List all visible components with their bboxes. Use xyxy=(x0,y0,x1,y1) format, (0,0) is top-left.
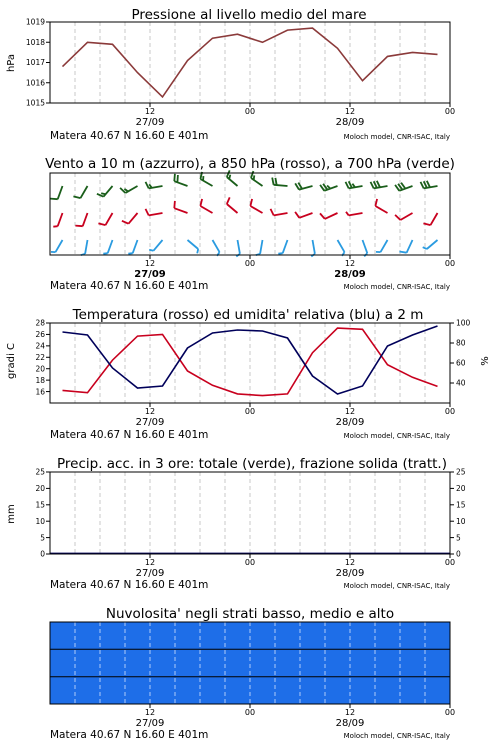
wind-barb xyxy=(320,213,338,219)
cloud-panel xyxy=(50,606,455,741)
wind-barb-staff xyxy=(56,240,63,252)
wind-barb-feather xyxy=(128,253,132,254)
y-tick-label: 25 xyxy=(456,467,466,477)
wind-barb-staff xyxy=(407,240,413,253)
cloud-x-labels xyxy=(50,704,455,741)
x-tick-label: 00 xyxy=(444,708,456,717)
y-tick-label: 10 xyxy=(456,516,466,526)
pressure-grid xyxy=(75,22,425,103)
wind-barb xyxy=(375,199,387,213)
wind-barb-feather xyxy=(272,178,273,185)
y-tick-label: 28 xyxy=(35,318,45,328)
x-tick-label: 12 xyxy=(344,259,356,268)
precipitation-panel xyxy=(6,456,466,591)
wind-barb xyxy=(213,240,220,256)
x-tick-label: 12 xyxy=(344,107,356,116)
y-tick-label: 0 xyxy=(456,549,461,559)
wind-barb-staff xyxy=(260,240,262,254)
humidity-y-ticks xyxy=(450,319,471,388)
wind-barb-staff xyxy=(108,240,113,253)
wind-barb-feather xyxy=(278,253,282,254)
wind-barb-staff xyxy=(104,186,113,197)
temperature-title: Temperatura (rosso) ed umidita' relativa (blu) a 2 m xyxy=(72,307,424,323)
wind-barb-staff xyxy=(227,204,238,213)
x-tick-label: 12 xyxy=(144,107,156,116)
pressure-panel xyxy=(6,7,455,142)
precipitation-title: Precip. acc. in 3 ore: totale (verde), frazione solida (tratt.) xyxy=(57,456,447,472)
y-tick-label: 15 xyxy=(456,500,466,510)
wind-barb xyxy=(256,240,263,255)
wind-barb xyxy=(346,212,363,216)
precipitation-frame xyxy=(50,472,450,554)
x-tick-label: 00 xyxy=(444,107,456,116)
wind-barb-staff xyxy=(400,213,412,220)
wind-barb-feather xyxy=(146,209,149,216)
wind-barb-feather xyxy=(227,197,230,204)
wind-barb xyxy=(128,240,137,254)
model-label: Moloch model, CNR-ISAC, Italy xyxy=(343,432,450,440)
wind-barb-feather xyxy=(377,181,380,188)
wind-barb xyxy=(149,240,162,251)
wind-barb-staff xyxy=(313,240,315,254)
wind-barb-feather xyxy=(98,223,105,225)
location-label: Matera 40.67 N 16.60 E 401m xyxy=(50,429,209,441)
y-tick-label: 5 xyxy=(40,533,45,543)
wind-barb-staff xyxy=(375,206,387,213)
temperature-panel xyxy=(6,307,491,441)
x-tick-label: 00 xyxy=(244,407,256,416)
wind-barb-staff xyxy=(106,213,113,225)
wind-barb-staff xyxy=(149,213,163,215)
wind-barb xyxy=(395,213,412,220)
location-label: Matera 40.67 N 16.60 E 401m xyxy=(50,130,209,142)
y-tick-label: 60 xyxy=(456,358,466,368)
wind-barb-staff xyxy=(431,213,438,225)
wind-barb-feather xyxy=(250,199,252,206)
date-label: 27/09 xyxy=(135,718,165,729)
wind-barb xyxy=(295,183,312,190)
wind-barb-staff xyxy=(251,178,263,186)
date-label: 27/09 xyxy=(135,417,165,428)
wind-title: Vento a 10 m (azzurro), a 850 hPa (rosso), a 700 hPa (verde) xyxy=(45,156,455,172)
wind-barb-feather xyxy=(295,212,299,218)
wind-barb-staff xyxy=(250,206,262,213)
wind-barb xyxy=(320,184,337,191)
cloud-title: Nuvolosita' negli strati basso, medio e alto xyxy=(105,606,395,622)
y-tick-label: 5 xyxy=(456,533,461,543)
date-label: 28/09 xyxy=(335,417,365,428)
x-tick-label: 12 xyxy=(144,708,156,717)
y-tick-label: 16 xyxy=(35,387,45,397)
wind-barb xyxy=(103,240,112,254)
wind-barb xyxy=(236,240,240,257)
date-label: 27/09 xyxy=(135,117,165,128)
location-label: Matera 40.67 N 16.60 E 401m xyxy=(50,280,209,292)
precipitation-ylabel: mm xyxy=(6,504,17,524)
x-tick-label: 12 xyxy=(144,407,156,416)
wind-barb-staff xyxy=(174,208,187,213)
wind-barb-feather xyxy=(229,175,230,179)
pressure-x-labels xyxy=(50,103,455,142)
wind-barb-feather xyxy=(73,196,80,198)
wind-barb xyxy=(338,240,345,256)
y-tick-label: 100 xyxy=(456,318,471,328)
wind-barb-feather xyxy=(177,175,178,182)
wind-barb xyxy=(97,186,113,197)
wind-barb-staff xyxy=(125,186,137,193)
wind-barb-feather xyxy=(346,182,349,189)
date-label: 28/09 xyxy=(335,117,365,128)
pressure-ylabel: hPa xyxy=(6,53,17,73)
temperature-grid xyxy=(75,323,425,403)
x-tick-label: 12 xyxy=(344,558,356,567)
y-tick-label: 26 xyxy=(35,330,45,340)
y-tick-label: 1016 xyxy=(25,78,45,88)
wind-barb xyxy=(278,240,287,254)
x-tick-label: 00 xyxy=(244,259,256,268)
wind-barb-staff xyxy=(154,240,163,251)
wind-barb-staff xyxy=(200,179,212,186)
wind-barb-feather xyxy=(200,199,202,206)
wind-barb-staff xyxy=(227,177,238,186)
wind-barb xyxy=(423,213,437,225)
location-label: Matera 40.67 N 16.60 E 401m xyxy=(50,579,209,591)
wind-barb-feather xyxy=(371,182,374,189)
wind-barb-staff xyxy=(58,213,63,226)
wind-barb-feather xyxy=(251,171,253,178)
wind-barb xyxy=(53,213,62,227)
wind-barb-staff xyxy=(83,213,88,226)
wind-barb-feather xyxy=(103,253,107,254)
y-tick-label: 25 xyxy=(35,467,45,477)
wind-barb xyxy=(421,181,438,189)
wind-barb-staff xyxy=(274,185,288,186)
wind-barb-feather xyxy=(275,178,276,185)
wind-barb-feather xyxy=(197,249,198,253)
precipitation-y-ticks xyxy=(35,468,50,559)
x-tick-label: 12 xyxy=(144,558,156,567)
wind-barb xyxy=(146,209,163,216)
wind-barb-staff xyxy=(338,240,345,252)
x-tick-label: 12 xyxy=(344,708,356,717)
y-tick-label: 1018 xyxy=(25,37,45,47)
wind-barb-staff xyxy=(325,213,338,219)
model-label: Moloch model, CNR-ISAC, Italy xyxy=(343,582,450,590)
wind-barb xyxy=(200,199,212,213)
wind-barb xyxy=(376,240,388,252)
wind-barb xyxy=(146,182,163,189)
date-label: 28/09 xyxy=(334,269,366,280)
wind-barb-staff xyxy=(299,213,312,218)
wind-barb-feather xyxy=(423,223,430,225)
wind-x-labels xyxy=(50,255,455,292)
y-tick-label: 20 xyxy=(456,484,466,494)
wind-barb-staff xyxy=(349,213,363,215)
wind-barb-feather xyxy=(101,193,105,194)
date-label: 28/09 xyxy=(335,568,365,579)
wind-barb-staff xyxy=(200,206,212,213)
date-label: 27/09 xyxy=(134,269,166,280)
wind-barb-staff xyxy=(129,213,138,224)
x-tick-label: 00 xyxy=(444,558,456,567)
y-tick-label: 0 xyxy=(40,549,45,559)
y-tick-label: 20 xyxy=(35,484,45,494)
wind-barb xyxy=(122,213,138,224)
wind-barb xyxy=(346,181,363,188)
wind-barb-feather xyxy=(75,226,82,227)
x-tick-label: 00 xyxy=(444,407,456,416)
wind-barb xyxy=(81,240,88,255)
location-label: Matera 40.67 N 16.60 E 401m xyxy=(50,729,209,741)
wind-barb xyxy=(98,213,112,225)
wind-barb xyxy=(75,213,87,226)
precipitation-grid xyxy=(75,472,425,554)
wind-barb xyxy=(271,209,288,216)
y-tick-label: 1015 xyxy=(25,98,45,108)
wind-barb-feather xyxy=(427,181,430,188)
wind-barb-staff xyxy=(238,240,240,254)
pressure-y-ticks xyxy=(26,18,50,108)
wind-barb-staff xyxy=(174,181,187,186)
wind-barb xyxy=(250,199,262,213)
y-tick-label: 24 xyxy=(35,341,45,351)
wind-barb-feather xyxy=(320,213,325,219)
model-label: Moloch model, CNR-ISAC, Italy xyxy=(343,133,450,141)
y-tick-label: 1019 xyxy=(25,17,45,27)
wind-barb-staff xyxy=(81,186,88,198)
pressure-title: Pressione al livello medio del mare xyxy=(131,7,367,23)
precipitation-y-ticks-right xyxy=(450,468,466,559)
wind-barb-feather xyxy=(50,199,57,200)
wind-barb xyxy=(363,240,368,256)
wind-barb-feather xyxy=(146,182,149,189)
wind-barb-staff xyxy=(283,240,288,253)
x-tick-label: 12 xyxy=(144,259,156,268)
wind-barbs xyxy=(50,170,437,256)
wind-barb-staff xyxy=(58,186,63,199)
wind-barb xyxy=(174,201,187,213)
cloud-cells xyxy=(50,622,450,704)
wind-barb xyxy=(311,240,315,257)
wind-frame xyxy=(50,173,450,255)
wind-barb xyxy=(50,186,62,199)
x-tick-label: 00 xyxy=(244,558,256,567)
wind-barb xyxy=(272,178,287,186)
wind-barb-feather xyxy=(375,199,377,206)
wind-barb-feather xyxy=(53,226,57,227)
temperature-ylabel: gradi C xyxy=(6,343,17,379)
y-tick-label: 15 xyxy=(35,500,45,510)
wind-barb-feather xyxy=(174,174,175,181)
x-tick-label: 00 xyxy=(244,708,256,717)
x-tick-label: 00 xyxy=(244,107,256,116)
wind-barb-staff xyxy=(213,240,220,252)
model-label: Moloch model, CNR-ISAC, Italy xyxy=(343,283,450,291)
y-tick-label: 40 xyxy=(456,378,466,388)
y-tick-label: 20 xyxy=(35,364,45,374)
wind-panel xyxy=(45,156,455,292)
wind-barb-staff xyxy=(274,213,288,215)
temperature-y-ticks xyxy=(35,319,50,397)
temperature-x-labels xyxy=(50,403,455,441)
humidity-ylabel: % xyxy=(480,356,491,366)
wind-barb xyxy=(188,240,199,253)
wind-barb-staff xyxy=(188,240,199,249)
y-tick-label: 1017 xyxy=(25,58,45,68)
wind-barb xyxy=(371,181,388,189)
wind-barb xyxy=(395,183,412,191)
wind-barb xyxy=(200,172,212,186)
pressure-frame xyxy=(50,22,450,103)
x-tick-label: 00 xyxy=(444,259,456,268)
wind-barb-staff xyxy=(381,240,388,252)
wind-barb-feather xyxy=(271,209,274,216)
wind-barb-feather xyxy=(174,201,175,208)
precipitation-x-labels xyxy=(50,554,455,591)
wind-barb-feather xyxy=(124,189,128,192)
wind-barb-feather xyxy=(346,212,349,216)
model-label: Moloch model, CNR-ISAC, Italy xyxy=(343,732,450,740)
wind-barb-feather xyxy=(327,186,330,189)
wind-barb-feather xyxy=(352,184,355,188)
date-label: 28/09 xyxy=(335,718,365,729)
wind-barb xyxy=(295,212,312,218)
wind-barb xyxy=(73,186,87,198)
date-label: 27/09 xyxy=(135,568,165,579)
wind-barb-staff xyxy=(133,240,138,253)
wind-barb-feather xyxy=(254,175,255,179)
y-tick-label: 22 xyxy=(35,352,45,362)
y-tick-label: 10 xyxy=(35,516,45,526)
wind-barb-feather xyxy=(423,247,427,249)
wind-barb xyxy=(120,186,137,193)
wind-barb xyxy=(227,197,238,213)
wind-barb-feather xyxy=(149,250,153,251)
y-tick-label: 80 xyxy=(456,338,466,348)
wind-barb-staff xyxy=(427,240,438,249)
wind-barb xyxy=(399,240,412,253)
wind-barb-staff xyxy=(363,240,368,253)
wind-barb-staff xyxy=(85,240,87,254)
wind-barb xyxy=(174,174,187,186)
y-tick-label: 18 xyxy=(35,375,45,385)
wind-barb xyxy=(51,240,63,252)
x-tick-label: 12 xyxy=(344,407,356,416)
wind-barb-feather xyxy=(421,182,424,189)
wind-barb-feather xyxy=(399,252,406,253)
